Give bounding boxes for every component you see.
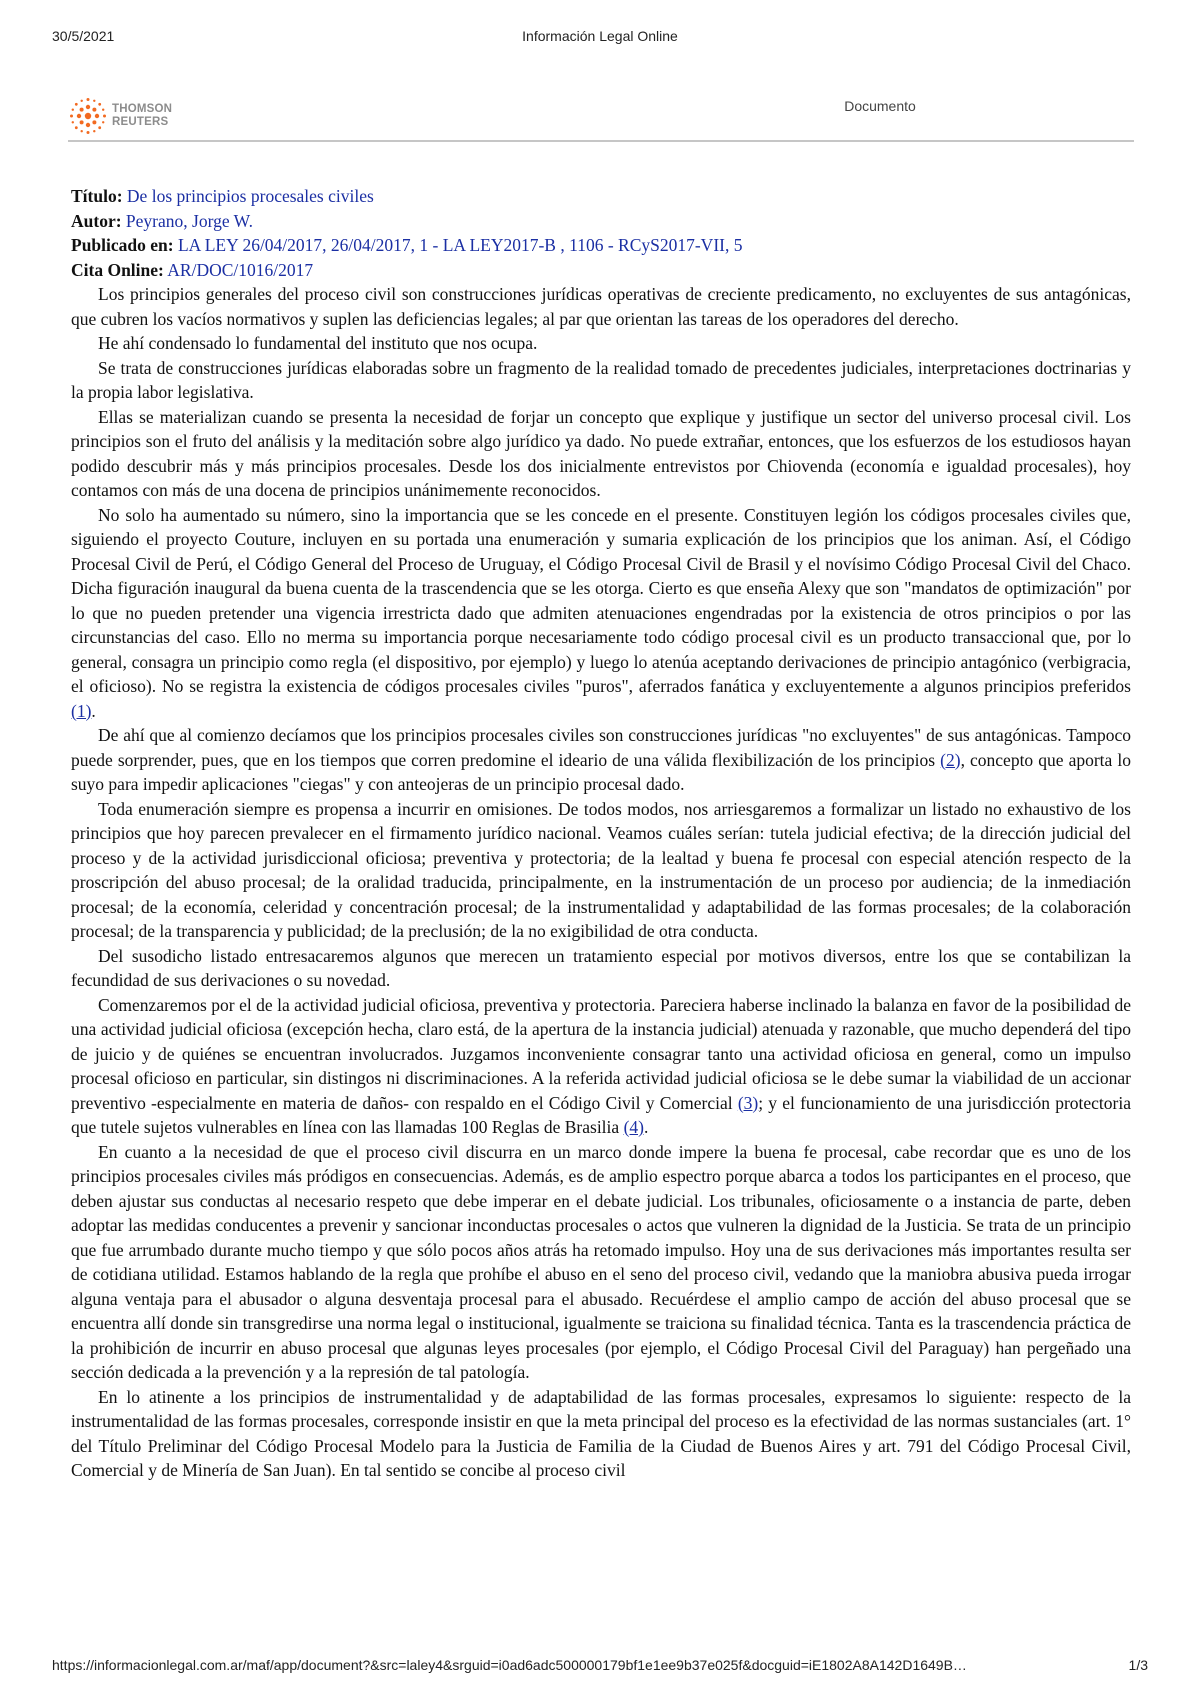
meta-cite-value[interactable]: AR/DOC/1016/2017 (167, 259, 314, 280)
meta-cite (71, 258, 1131, 283)
paragraph-9-mid: ; y el funcionamiento de una jurisdicción protectoria que tutele sujetos vulnerables en línea con las llamadas 100 Reglas de Brasilia (71, 1092, 1131, 1137)
meta-title-value[interactable]: De los principios procesales civiles (126, 186, 374, 206)
footnote-link-3[interactable]: (3) (737, 1092, 759, 1113)
paragraph-4: Ellas se materializan cuando se presenta la necesidad de forjar un concepto que explique y justifique un sector del universo procesal civil. Los principios son el fruto del análisis y la meditación sobre algo jurídico ya dado. No puede extrañar, entonces, que los esfuerzos de los estudiosos hayan podido descubrir más y más principios procesales. Desde los dos inicialmente entrevistos por Chiovenda (economía e igualdad procesales), hoy contamos con más de una docena de principios unánimemente reconocidos. (71, 406, 1131, 500)
footnote-link-4[interactable]: (4) (623, 1117, 644, 1137)
logo-line1: THOMSON (112, 103, 173, 115)
thomson-reuters-orb-icon (68, 96, 108, 136)
paragraph-9-text: Comenzaremos por el de la actividad judicial oficiosa, preventiva y protectoria. Pareciera haberse inclinado la balanza en favor de la posibilidad de una actividad judicial oficiosa (excepción hecha, claro está, de la apertura de la instancia judicial) atenuada y razonable, que mucho dependerá del tipo de juicio y de quiénes se encuentran involucrados. Juzgamos inconveniente consagrar tanto una actividad oficiosa en general, como un impulso procesal oficioso en particular, sin distingos ni discriminaciones. A la referida actividad judicial oficiosa se le debe sumar la viabilidad de un accionar preventivo -especialmente en materia de daños- con respaldo en el Código Civil y Comercial (71, 994, 1131, 1113)
paragraph-6 (71, 723, 1131, 797)
meta-published (71, 233, 1131, 258)
document-body (71, 184, 1131, 1483)
paragraph-11: En lo atinente a los principios de instrumentalidad y de adaptabilidad de las formas procesales, expresamos lo siguiente: respecto de la instrumentalidad de las formas procesales, corresponde insistir en que la meta principal del proceso es la efectividad de las normas sustanciales (art. 1° del Título Preliminar del Código Procesal Modelo para la Justicia de Familia de la Ciudad de Buenos Aires y art. 791 del Código Procesal Civil, Comercial y de Minería de San Juan). En tal sentido se concibe al proceso civil (71, 1386, 1131, 1480)
meta-published-value[interactable]: LA LEY 26/04/2017, 26/04/2017, 1 - LA LEY2017-B , 1106 - RCyS2017-VII, 5 (177, 235, 743, 255)
logo-wordmark (112, 103, 172, 129)
meta-title (71, 184, 1131, 209)
meta-title-label: Título: (71, 186, 123, 206)
meta-author-label: Autor: (71, 210, 122, 231)
paragraph-10: En cuanto a la necesidad de que el proceso civil discurra en un marco donde impere la buena fe procesal, cabe recordar que es uno de los principios procesales civiles más pródigos en consecuencias. Además, es de amplio espectro porque abarca a todos los participantes en el proceso, que deben ajustar sus conductas al necesario respeto que debe imperar en el debate judicial. Los tribunales, oficiosamente o a instancia de parte, deben adoptar las medidas conducentes a prevenir y sancionar inconductas procesales o actos que vulneren la dignidad de la Justicia. Se trata de un principio que fue arrumbado durante mucho tiempo y que sólo pocos años atrás ha retomado impulso. Hoy una de sus derivaciones más importantes resulta ser de cotidiana utilidad. Estamos hablando de la regla que prohíbe el abuso en el seno del proceso civil, vedando que la maniobra abusiva pueda irrogar alguna ventaja para el abusador o alguna desventaja procesal para el abusado. Recuérdese el amplio campo de acción del abuso procesal que se encuentra allí donde sin transgredirse una norma legal o institucional, igualmente se traiciona su finalidad técnica. Tanta es la trascendencia práctica de la prohibición de incurrir en abuso procesal que algunas leyes procesales (por ejemplo, el Código Procesal Civil del Paraguay) han pergeñado una sección dedicada a la prevención y a la represión de tal patología. (71, 1141, 1131, 1382)
print-date: 30/5/2021 (52, 28, 115, 44)
paragraph-1: Los principios generales del proceso civil son construcciones jurídicas operativas de creciente predicamento, no excluyentes de sus antagónicas, que cubren los vacíos normativos y suplen las deficiencias legales; al par que orientan las tareas de los operadores del derecho. (71, 284, 1131, 329)
footnote-link-2[interactable]: (2) (940, 749, 961, 770)
meta-author-value[interactable]: Peyrano, Jorge W. (125, 210, 253, 231)
print-url: https://informacionlegal.com.ar/maf/app/document?&src=laley4&srguid=i0ad6adc500000179bf1e1ee9b37e025f&docguid=iE1802A8A142D1649B… (52, 1657, 967, 1673)
paragraph-9-end: . (643, 1117, 649, 1137)
paragraph-5-text: No solo ha aumentado su número, sino la importancia que se les concede en el presente. Constituyen legión los códigos procesales civiles que, siguiendo el proyecto Couture, incluyen en su portada una enumeración y sumaria explicación de los principios que los animan. Así, el Código Procesal Civil de Perú, el Código General del Proceso de Uruguay, el Código Procesal Civil de Brasil y el novísimo Código Procesal Civil del Chaco. Dicha figuración inaugural da buena cuenta de la trascendencia que se les otorga. Cierto es que enseña Alexy que son "mandatos de optimización" por lo que no pueden pretender una vigencia irrestricta dado que admiten atenuaciones engendradas por la existencia de otros principios o por las circunstancias del caso. Ello no merma su importancia porque necesariamente todo código procesal civil es un producto transaccional que, por lo general, consagra un principio como regla (el dispositivo, por ejemplo) y luego lo atenúa aceptando derivaciones de principio antagónico (verbigracia, el oficioso). No se registra la existencia de códigos procesales civiles "puros", aferrados fanática y excluyentemente a algunos principios preferidos (71, 504, 1131, 696)
paragraph-6-text: De ahí que al comienzo decíamos que los principios procesales civiles son construcciones jurídicas "no excluyentes" de sus antagónicas. Tampoco puede sorprender, pues, que en los tiempos que corren predomine el ideario de una válida flexibilización de los principios (71, 725, 1131, 770)
paragraph-5 (71, 503, 1131, 724)
print-site-title: Información Legal Online (522, 28, 678, 44)
meta-author (71, 209, 1131, 234)
document-label: Documento (844, 98, 916, 114)
meta-cite-label: Cita Online: (71, 259, 164, 280)
paragraph-7: Toda enumeración siempre es propensa a incurrir en omisiones. De todos modos, nos arriesgaremos a formalizar un listado no exhaustivo de los principios que hoy parecen prevalecer en el firmamento jurídico nacional. Veamos cuáles serían: tutela judicial efectiva; de la dirección judicial del proceso y de la actividad jurisdiccional oficiosa; preventiva y protectoria; de la lealtad y buena fe procesal con especial atención respecto de la proscripción del abuso procesal; de la oralidad traducida, principalmente, en la instrumentación de un proceso por audiencia; de la inmediación procesal; de la economía, celeridad y concentración procesal; de la instrumentalidad y adaptabilidad de las formas procesales; de la colaboración procesal; de la transparencia y publicidad; de la preclusión; de la no exigibilidad de otra conducta. (71, 798, 1131, 941)
header-divider (68, 140, 1134, 142)
paragraph-8: Del susodicho listado entresacaremos algunos que merecen un tratamiento especial por motivos diversos, entre los que se contabilizan la fecundidad de sus derivaciones o su novedad. (71, 945, 1131, 990)
thomson-reuters-logo[interactable] (68, 95, 188, 137)
print-header (0, 28, 1200, 50)
footnote-link-1[interactable]: (1) (71, 700, 92, 721)
page-number: 1/3 (1128, 1657, 1148, 1673)
paragraph-9 (71, 993, 1131, 1140)
paragraph-2: He ahí condensado lo fundamental del instituto que nos ocupa. (98, 333, 538, 353)
logo-line2: REUTERS (112, 116, 169, 128)
paragraph-3: Se trata de construcciones jurídicas elaboradas sobre un fragmento de la realidad tomado de precedentes judiciales, interpretaciones doctrinarias y la propia labor legislativa. (71, 357, 1131, 402)
paragraph-6-end: , concepto que aporta lo suyo para impedir aplicaciones "ciegas" y con anteojeras de un principio procesal dado. (71, 749, 1131, 794)
paragraph-5-end: . (91, 700, 96, 721)
meta-published-label: Publicado en: (71, 235, 174, 255)
print-footer (0, 1657, 1200, 1679)
